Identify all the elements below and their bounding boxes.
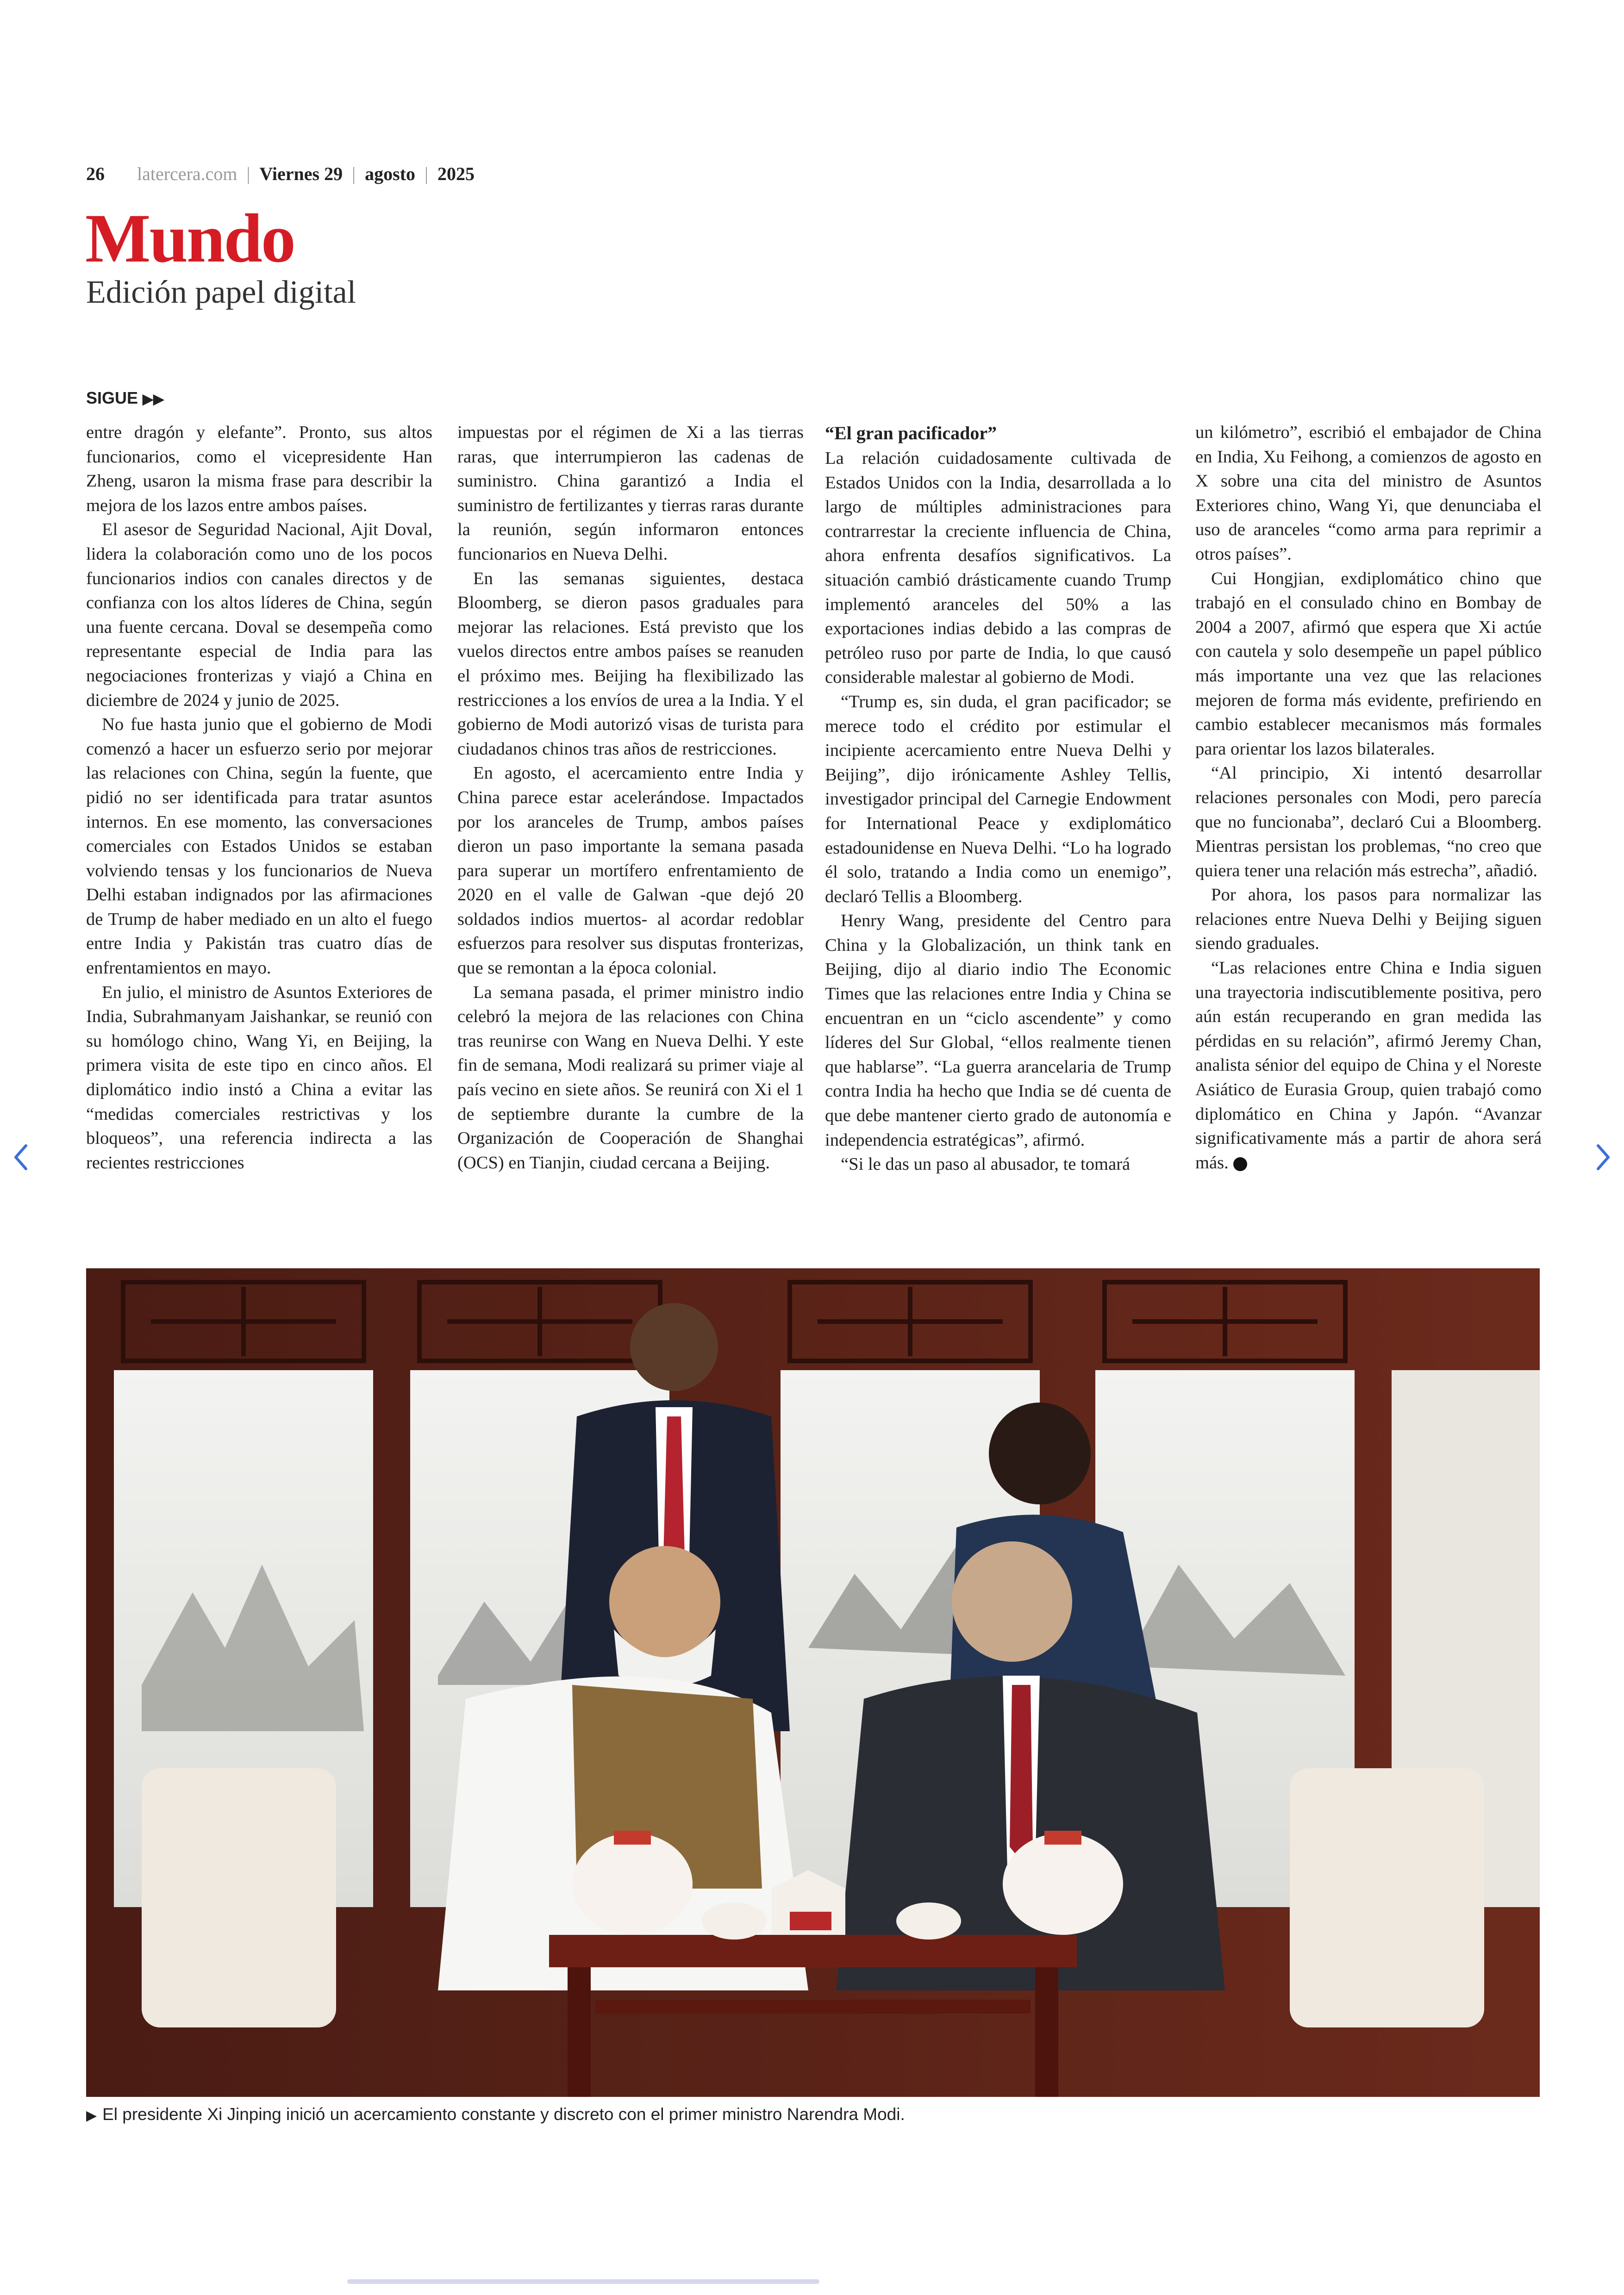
end-mark-icon [1233, 1157, 1247, 1171]
sofa-right [1290, 1768, 1484, 2027]
paragraph: “Si le das un paso al abusador, te tomará [841, 1154, 1131, 1174]
article-column-2 [457, 420, 804, 1175]
continuation-label [86, 388, 164, 410]
paragraph: Henry Wang, presidente del Centro para China y la Globalización, un think tank en Beijing, dijo al diario indio The Economic Times que las relaciones entre India y China se encuentran en un “ciclo ascendente” y como líderes del Sur Global, “ellos realmente tienen que hablarse”. “La guerra arancelaria de Trump contra India ha hecho que India se dé cuenta de que debe mantener cierto grado de autonomía e independencia estratégicas”, afirmó. [825, 911, 1171, 1150]
section-title: Mundo [85, 200, 294, 277]
photo-caption [86, 2104, 905, 2127]
paragraph: un kilómetro”, escribió el embajador de China en India, Xu Feihong, a comienzos de agosto en X sobre una cita del ministro de Asuntos Exteriores chino, Wang Yi, que denunciaba el uso de aranceles “como arma para reprimir a otros países”. [1195, 423, 1542, 564]
paragraph-text: “Las relaciones entre China e India siguen una trayectoria indiscutiblemente positiva, pero aún están recuperando en gran medida las pérdidas en su relación”, afirmó Jeremy Chan, analista sénior del equipo de China y el Noreste Asiático de Eurasia Group, quien trabajó como diplomático en China y Japón. “Avanzar significativamente más a partir de ahora será más. [1195, 958, 1542, 1172]
previous-page-button[interactable] [7, 1139, 35, 1176]
paragraph: Por ahora, los pasos para normalizar las relaciones entre Nueva Delhi y Beijing siguen siendo graduales. [1195, 885, 1542, 954]
separator: | [352, 163, 356, 184]
article-photo [86, 1268, 1540, 2097]
separator: | [425, 163, 429, 184]
article-column-1 [86, 420, 432, 1175]
paragraph: Cui Hongjian, exdiplomático chino que trabajó en el consulado chino en Bombay de 2004 a 2007, afirmó que espera que Xi actúe con cautela y solo desempeñe un papel público más importante una vez que las relaciones mejoren de forma más evidente, prefiriendo en cambio establecer mecanismos más formales para orientar los lazos bilaterales. [1195, 568, 1542, 759]
article-column-3 [825, 420, 1171, 1177]
sofa-left [142, 1768, 336, 2027]
paragraph: “Al principio, Xi intentó desarrollar relaciones personales con Modi, pero parecía que no funcionaba”, declaró Cui a Bloomberg. Mientras persistan los problemas, “no creo que quiera tener una relación más estrecha”, añadió. [1195, 763, 1542, 880]
photo-illustration [86, 1268, 1540, 2097]
section-subtitle: Edición papel digital [86, 274, 356, 310]
date-year: 2025 [437, 163, 475, 184]
paragraph: En las semanas siguientes, destaca Bloomberg, se dieron pasos graduales para mejorar las relaciones. Está previsto que los vuelos directos entre ambos países se reanuden el próximo mes. Beijing ha flexibilizado las restricciones a los envíos de urea a la India. Y el gobierno de Modi autorizó visas de turista para ciudadanos chinos tras años de restricciones. [457, 568, 804, 759]
paragraph: La relación cuidadosamente cultivada de Estados Unidos con la India, desarrollada a lo largo de múltiples administraciones para contrarrestar la creciente influencia de China, ahora enfrenta desafíos significativos. La situación cambió drásticamente cuando Trump implementó aranceles del 50% a las exportaciones indias debido a las compras de petróleo ruso por parte de India, lo que causó considerable malestar al gobierno de Modi. [825, 449, 1171, 687]
page-scrollbar[interactable] [347, 2279, 819, 2284]
paragraph-last [1195, 956, 1542, 1175]
caption-marker-icon: ▶ [86, 2108, 97, 2123]
site-name: latercera.com [137, 163, 237, 184]
sigue-label: SIGUE [86, 388, 138, 407]
date-day: Viernes 29 [259, 163, 343, 184]
chevron-right-icon [1589, 1139, 1617, 1176]
paragraph: entre dragón y elefante”. Pronto, sus altos funcionarios, como el vicepresidente Han Zheng, usaron la misma frase para describir la mejora de los lazos entre ambos países. [86, 423, 432, 515]
paragraph: En agosto, el acercamiento entre India y China parece estar acelerándose. Impactados por los aranceles de Trump, ambos países dieron un paso importante la semana pasada para superar un mortífero enfrentamiento de 2020 en el valle de Galwan -que dejó 20 soldados indios muertos- al acordar redoblar esfuerzos para resolver sus disputas fronterizas, que se remontan a la época colonial. [457, 763, 804, 978]
paragraph: impuestas por el régimen de Xi a las tierras raras, que interrumpieron las cadenas de suministro. China garantizó a India el suministro de fertilizantes y tierras raras durante la reunión, según informaron entonces funcionarios en Nueva Delhi. [457, 423, 804, 564]
caption-text: El presidente Xi Jinping inició un acercamiento constante y discreto con el primer ministro Narendra Modi. [102, 2105, 905, 2124]
date-month: agosto [365, 163, 416, 184]
subheading: “El gran pacificador” [825, 423, 997, 443]
paragraph: No fue hasta junio que el gobierno de Modi comenzó a hacer un esfuerzo serio por mejorar las relaciones con China, según la fuente, que pidió no ser identificada para tratar asuntos internos. En ese momento, las conversaciones comerciales con Estados Unidos se estaban volviendo tensas y los funcionarios de Nueva Delhi estaban indignados por las afirmaciones de Trump de haber mediado en un alto el fuego entre India y Pakistán tras cuatro días de enfrentamientos en mayo. [86, 715, 432, 978]
next-page-button[interactable] [1589, 1139, 1617, 1176]
page-number: 26 [86, 163, 105, 184]
paragraph: En julio, el ministro de Asuntos Exteriores de India, Subrahmanyam Jaishankar, se reunió con su homólogo chino, Wang Yi, en Beijing, la primera visita de este tipo en cinco años. El diplomático indio instó a China a evitar las “medidas comerciales restrictivas y los bloqueos”, una referencia indirecta a las recientes restricciones [86, 982, 432, 1172]
separator: | [246, 163, 250, 184]
paragraph: “Trump es, sin duda, el gran pacificador; se merece todo el crédito por estimular el incipiente acercamiento entre Nueva Delhi y Beijing”, dijo irónicamente Ashley Tellis, investigador principal del Carnegie Endowment for International Peace y exdiplomático estadounidense en Nueva Delhi. “Lo ha logrado él solo, tratando a India como un enemigo”, declaró Tellis a Bloomberg. [825, 692, 1171, 906]
page-header [86, 160, 475, 188]
article-column-4 [1195, 420, 1542, 1175]
paragraph: La semana pasada, el primer ministro indio celebró la mejora de las relaciones con China tras reunirse con Wang en Nueva Delhi. Y este fin de semana, Modi realizará su primer viaje al país vecino en siete años. Se reunirá con Xi el 1 de septiembre durante la cumbre de la Organización de Cooperación de Shanghai (OCS) en Tianjin, ciudad cercana a Beijing. [457, 982, 804, 1172]
sigue-arrows-icon: ▶▶ [143, 392, 164, 407]
paragraph: El asesor de Seguridad Nacional, Ajit Doval, lidera la colaboración como uno de los pocos funcionarios indios con canales directos y de confianza con los altos líderes de China, según una fuente cercana. Doval se desempeña como representante especial de India para las negociaciones fronterizas y viajó a China en diciembre de 2024 y junio de 2025. [86, 520, 432, 710]
chevron-left-icon [7, 1139, 35, 1176]
